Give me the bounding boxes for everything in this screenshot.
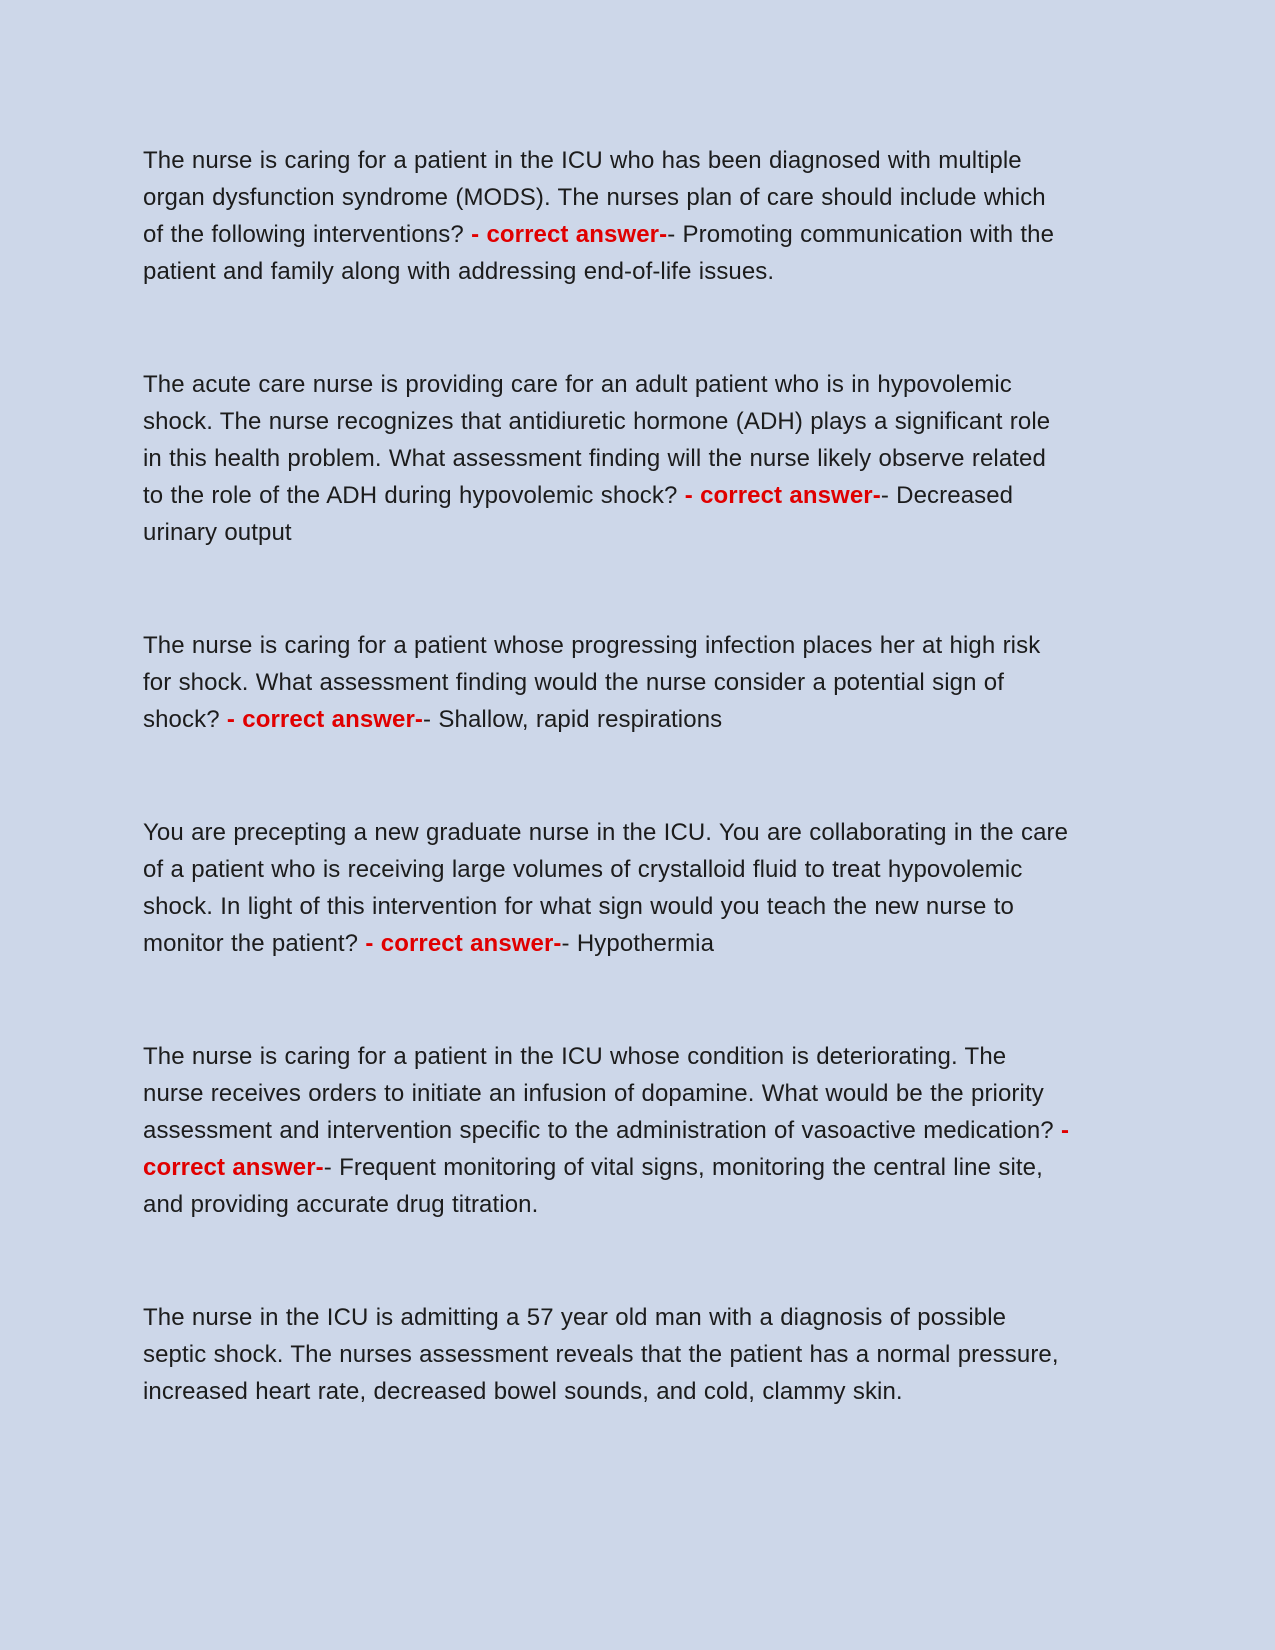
paragraph-text: - Shallow, rapid respirations <box>423 706 723 733</box>
correct-answer-marker: - correct answer- <box>226 706 424 733</box>
paragraph-text: - Hypothermia <box>561 930 715 957</box>
paragraph-text: You are precepting a new graduate nurse in the ICU. You are collaborating in the care of a patient who is receiving large volumes of crystalloid fluid to treat hypovolemic shock. In light of this intervention for what sign would you teach the new nurse to monitor the patient? <box>143 819 1069 957</box>
paragraph <box>143 814 1070 962</box>
correct-answer-marker: - correct answer- <box>684 482 881 509</box>
paragraph-text: The nurse is caring for a patient in the ICU who has been diagnosed with multiple organ dysfunction syndrome (MODS). The nurses plan of care should include which of the following interventions? <box>143 147 1046 248</box>
paragraph <box>143 142 1070 290</box>
paragraph <box>143 366 1070 551</box>
paragraph <box>143 1299 1070 1410</box>
paragraph-text: The nurse is caring for a patient in the ICU whose condition is deteriorating. The nurse receives orders to initiate an infusion of dopamine. What would be the priority assessment and intervention specific to the administration of vasoactive medication? <box>143 1043 1061 1144</box>
document-body <box>143 142 1070 1410</box>
paragraph-text: - Frequent monitoring of vital signs, monitoring the central line site, and providing accurate drug titration. <box>143 1154 1043 1218</box>
correct-answer-marker: - correct answer- <box>365 930 562 957</box>
correct-answer-marker: - correct answer- <box>143 1117 1070 1181</box>
paragraph <box>143 1038 1070 1223</box>
paragraph-text: - Decreased urinary output <box>143 482 1014 546</box>
paragraph <box>143 627 1070 738</box>
paragraph-text: The nurse is caring for a patient whose progressing infection places her at high risk for shock. What assessment finding would the nurse consider a potential sign of shock? <box>143 632 1041 733</box>
paragraph-text: The nurse in the ICU is admitting a 57 year old man with a diagnosis of possible septic shock. The nurses assessment reveals that the patient has a normal pressure, increased heart rate, decreased bowel sounds, and cold, clammy skin. <box>143 1304 1059 1405</box>
paragraph-text: - Promoting communication with the patient and family along with addressing end-of-life issues. <box>143 221 1055 285</box>
correct-answer-marker: - correct answer- <box>471 221 668 248</box>
paragraph-text: The acute care nurse is providing care for an adult patient who is in hypovolemic shock. The nurse recognizes that antidiuretic hormone (ADH) plays a significant role in this health problem. What assessment finding will the nurse likely observe related to the role of the ADH during hypovolemic shock? <box>143 371 1051 509</box>
